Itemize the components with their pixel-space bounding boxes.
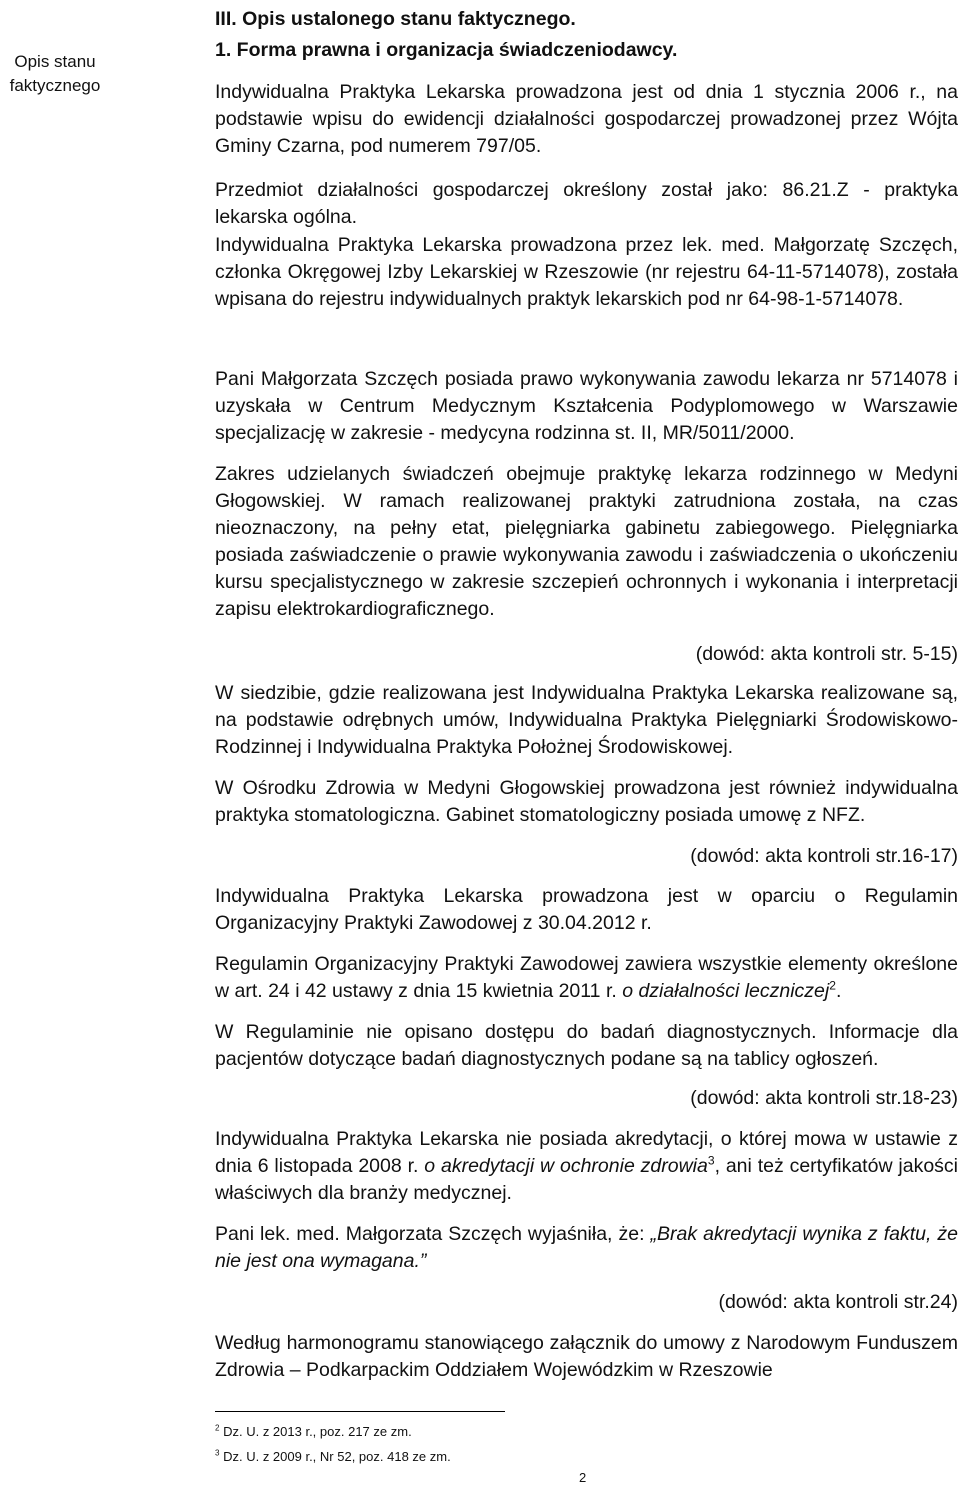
paragraph-10: W Regulaminie nie opisano dostępu do badań diagnostycznych. Informacje dla pacjentów dotyczące badań diagnostycznych podane są na tablicy ogłoszeń. <box>215 1021 958 1070</box>
paragraph-3: Indywidualna Praktyka Lekarska prowadzona przez lek. med. Małgorzatę Szczęch, członka Okręgowej Izby Lekarskiej w Rzeszowie (nr rejestru 64-11-5714078), została wpisana do rejestru indywidualnych praktyk lekarskich pod nr 64-98-1-5714078. <box>215 234 958 310</box>
footnote-ref-2: 2 <box>829 978 836 993</box>
paragraph-12-quote: „Brak akredytacji wynika z faktu, że nie jest ona wymagana.” <box>215 1223 958 1272</box>
margin-label <box>0 50 110 98</box>
paragraph-13: Według harmonogramu stanowiącego załącznik do umowy z Narodowym Funduszem Zdrowia – Podkarpackim Oddziałem Wojewódzkim w Rzeszowie <box>215 1332 958 1381</box>
paragraph-12-text: Pani lek. med. Małgorzata Szczęch wyjaśniła, że: <box>215 1223 651 1245</box>
page-number: 2 <box>579 1470 587 1485</box>
paragraph-9 <box>215 951 958 1005</box>
paragraph-1: Indywidualna Praktyka Lekarska prowadzona jest od dnia 1 stycznia 2006 r., na podstawie wpisu do ewidencji działalności gospodarczej prowadzonej przez Wójta Gminy Czarna, pod numerem 797/05. <box>215 81 958 157</box>
subsection-heading: 1. Forma prawna i organizacja świadczeniodawcy. <box>215 39 678 61</box>
margin-label-line2: faktycznego <box>9 76 101 95</box>
footnote-ref-3: 3 <box>707 1153 715 1168</box>
paragraph-9-law-title: o działalności leczniczej <box>622 980 830 1002</box>
paragraph-2: Przedmiot działalności gospodarczej określony został jako: 86.21.Z - praktyka lekarska ogólna. <box>215 179 958 228</box>
paragraph-6: W siedzibie, gdzie realizowana jest Indywidualna Praktyka Lekarska realizowane są, na podstawie odrębnych umów, Indywidualna Praktyka Pielęgniarki Środowiskowo-Rodzinnej i Indywidualna Praktyka Położnej Środowiskowej. <box>215 682 958 758</box>
section-heading: III. Opis ustalonego stanu faktycznego. <box>215 8 576 30</box>
paragraph-9-end: . <box>835 980 842 1002</box>
footnote-3 <box>215 1449 451 1465</box>
footnote-3-number: 3 <box>215 1448 220 1458</box>
margin-label-line1: Opis stanu <box>14 52 96 71</box>
paragraph-9-text: Regulamin Organizacyjny Praktyki Zawodowej zawiera wszystkie elementy określone w art. 24 i 42 ustawy z dnia 15 kwietnia 2011 r. <box>215 953 958 1002</box>
paragraph-8: Indywidualna Praktyka Lekarska prowadzona jest w oparciu o Regulamin Organizacyjny Praktyki Zawodowej z 30.04.2012 r. <box>215 885 958 934</box>
paragraph-12 <box>215 1221 958 1275</box>
paragraph-11-law-title: o akredytacji w ochronie zdrowia <box>424 1155 708 1177</box>
evidence-note-2: (dowód: akta kontroli str.16-17) <box>690 845 958 867</box>
footnote-3-text: Dz. U. z 2009 r., Nr 52, poz. 418 ze zm. <box>219 1449 451 1464</box>
paragraph-11 <box>215 1126 958 1207</box>
evidence-note-4: (dowód: akta kontroli str.24) <box>718 1291 958 1313</box>
evidence-note-3: (dowód: akta kontroli str.18-23) <box>690 1087 958 1109</box>
footnote-divider <box>215 1411 505 1412</box>
paragraph-11-text: Indywidualna Praktyka Lekarska nie posiada akredytacji, o której mowa w ustawie z dnia 6 listopada 2008 r. <box>215 1128 958 1177</box>
paragraph-11-end: , ani też certyfikatów jakości właściwych dla branży medycznej. <box>215 1155 958 1204</box>
evidence-note-1: (dowód: akta kontroli str. 5-15) <box>695 643 958 665</box>
footnote-2-number: 2 <box>215 1423 220 1433</box>
footnote-2-text: Dz. U. z 2013 r., poz. 217 ze zm. <box>219 1424 412 1439</box>
paragraph-5: Zakres udzielanych świadczeń obejmuje praktykę lekarza rodzinnego w Medyni Głogowskiej. W ramach realizowanej praktyki zatrudniona została, na czas nieoznaczony, na pełny etat, pielęgniarka gabinetu zabiegowego. Pielęgniarka posiada zaświadczenie o prawie wykonywania zawodu i zaświadczenia o ukończeniu kursu specjalistycznego w zakresie szczepień ochronnych i wykonania i interpretacji zapisu elektrokardiograficznego. <box>215 463 958 620</box>
paragraph-7: W Ośrodku Zdrowia w Medyni Głogowskiej prowadzona jest również indywidualna praktyka stomatologiczna. Gabinet stomatologiczny posiada umowę z NFZ. <box>215 777 958 826</box>
footnote-2 <box>215 1424 412 1440</box>
paragraph-4: Pani Małgorzata Szczęch posiada prawo wykonywania zawodu lekarza nr 5714078 i uzyskała w Centrum Medycznym Kształcenia Podyplomowego w Warszawie specjalizację w zakresie - medycyna rodzinna st. II, MR/5011/2000. <box>215 368 958 444</box>
